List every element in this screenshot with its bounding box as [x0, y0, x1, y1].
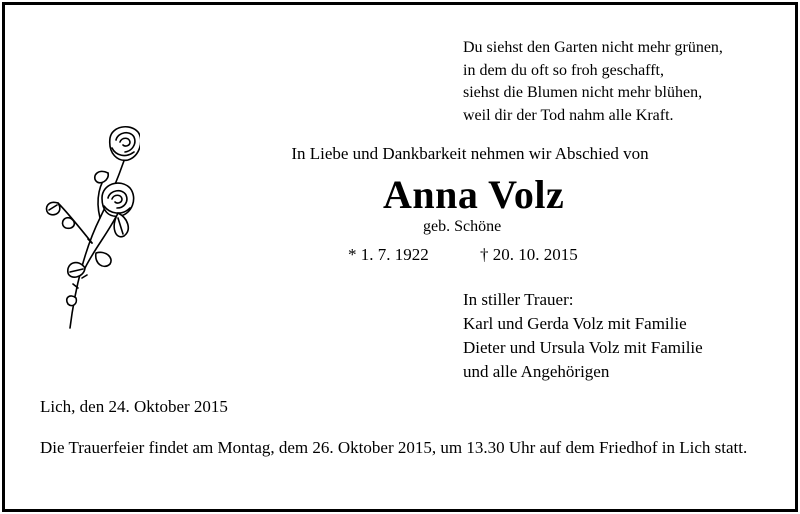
mourner-line: Karl und Gerda Volz mit Familie: [463, 314, 687, 333]
mourners-heading: In stiller Trauer:: [463, 290, 574, 309]
intro-text: In Liebe und Dankbarkeit nehmen wir Abschied von: [291, 144, 649, 163]
birth-date: * 1. 7. 1922: [348, 245, 429, 264]
mourners-block: [463, 288, 703, 384]
poem: [463, 37, 723, 127]
maiden-name: geb. Schöne: [423, 218, 502, 235]
funeral-notice: Die Trauerfeier findet am Montag, dem 26. Oktober 2015, um 13.30 Uhr auf dem Friedhof in Lich statt.: [40, 438, 748, 457]
poem-line: in dem du oft so froh geschafft,: [463, 61, 664, 79]
poem-line: Du siehst den Garten nicht mehr grünen,: [463, 39, 723, 56]
mourner-line: und alle Angehörigen: [463, 362, 610, 381]
poem-line: siehst die Blumen nicht mehr blühen,: [463, 84, 703, 101]
death-date: † 20. 10. 2015: [480, 245, 578, 264]
mourner-line: Dieter und Ursula Volz mit Familie: [463, 338, 703, 357]
poem-line: weil dir der Tod nahm alle Kraft.: [463, 106, 674, 124]
place-date: Lich, den 24. Oktober 2015: [40, 397, 228, 416]
deceased-name: Anna Volz: [383, 172, 565, 217]
